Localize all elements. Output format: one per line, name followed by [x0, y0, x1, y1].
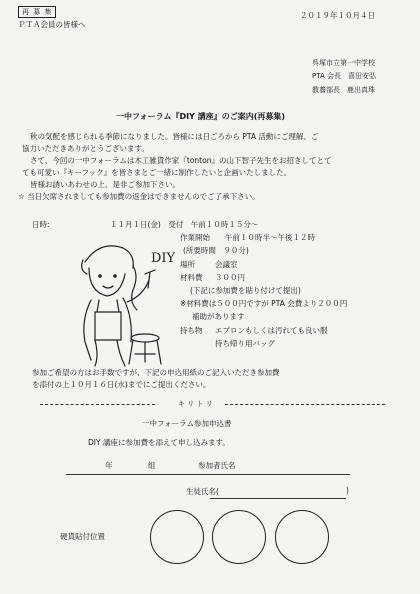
intro-line: ても可愛い『キーフック』を皆さまとご一緒に制作したいと企画いたしました。 [22, 168, 292, 177]
place-label: 場所 [180, 260, 195, 269]
start-value: 午前１０時半～午後１２時 [225, 233, 315, 242]
closing-line: を添付の上１０月１６日(水)までにご提出ください。 [32, 380, 211, 389]
date-label: 日時: [32, 220, 50, 229]
grade-label: 年 [105, 461, 113, 470]
participant-line[interactable] [66, 474, 350, 475]
place-value: 会議室 [215, 260, 238, 269]
sender-dept-head: 教養部長 鹿出真珠 [312, 86, 375, 94]
cut-line-label: キ リ ト リ [178, 400, 213, 408]
diy-illustration [55, 230, 180, 370]
fee-subsidy-note-2: 補助があります [192, 312, 245, 321]
coin-circle[interactable] [275, 510, 329, 564]
intro-line: 協力いただきありがとうございます。 [22, 144, 149, 153]
sender-pta-president: PTA 会長 喜田安弘 [312, 72, 376, 80]
bring-label: 持ち物 [180, 326, 203, 335]
intro-line: 皆様お誘いあわせの上、是非ご参加下さい。 [30, 180, 180, 189]
coin-circle[interactable] [150, 510, 204, 564]
no-refund-note: ☆ 当日欠席されましても参加費の返金はできませんのでご了承下さい。 [18, 192, 260, 201]
start-label: 作業開始 [180, 233, 210, 242]
intro-line: さて、今回の一中フォーラムは木工雑貨作家『tonton』の山下智子先生をお招きしてとて [30, 156, 332, 165]
bring-value: エプロンもしくは汚れても良い服 [215, 326, 328, 335]
student-name-label: 生徒氏名( [186, 487, 219, 496]
bring-value-2: 持ち帰り用バッグ [215, 339, 275, 348]
fee-label: 材料費 [180, 273, 203, 282]
resubmission-badge: 再 募 集 [18, 6, 56, 18]
issue-date: ２０１９年１０月４日 [300, 11, 375, 20]
fee-note: (下記に参加費を貼り付けて提出) [190, 286, 301, 295]
recipient-line: ＰＴＡ会員の皆様へ [18, 20, 86, 29]
fee-value: ３００円 [215, 273, 245, 282]
student-name-close: ) [346, 486, 349, 495]
date-value: １１月１日(金) 受付 午前１０時１５分～ [110, 220, 259, 229]
woman-with-tools-illustration [55, 230, 180, 370]
student-name-line[interactable] [210, 498, 346, 499]
fee-subsidy-note: ※材料費は５００円ですが PTA 会費より２００円 [180, 299, 348, 308]
class-label: 組 [148, 461, 156, 470]
participant-name-label: 参加者氏名 [198, 461, 236, 470]
form-statement: DIY 講座に参加費を添えて申し込みます。 [88, 438, 230, 447]
form-title: 一中フォーラム参加申込書 [142, 419, 232, 428]
cut-line-right [225, 404, 385, 405]
closing-line: 参加ご希望の方はお手数ですが、下記の申込用紙のご記入いただき参加費 [32, 368, 280, 377]
intro-line: 秋の気配を感じられる季節になりました。皆様には日ごろから PTA 活動にご理解、ご [30, 132, 319, 141]
sender-school: 呉塚市立第一中学校 [312, 59, 375, 67]
document-title: 一中フォーラム『DIY 講座』のご案内(再募集) [116, 112, 286, 121]
diy-lettering: DIY [151, 251, 176, 266]
duration-note: (所要時間 ９０分) [183, 246, 249, 255]
coin-circle[interactable] [212, 510, 266, 564]
coin-position-label: 硬貨貼付位置 [60, 532, 105, 541]
cut-line-left [40, 404, 155, 405]
